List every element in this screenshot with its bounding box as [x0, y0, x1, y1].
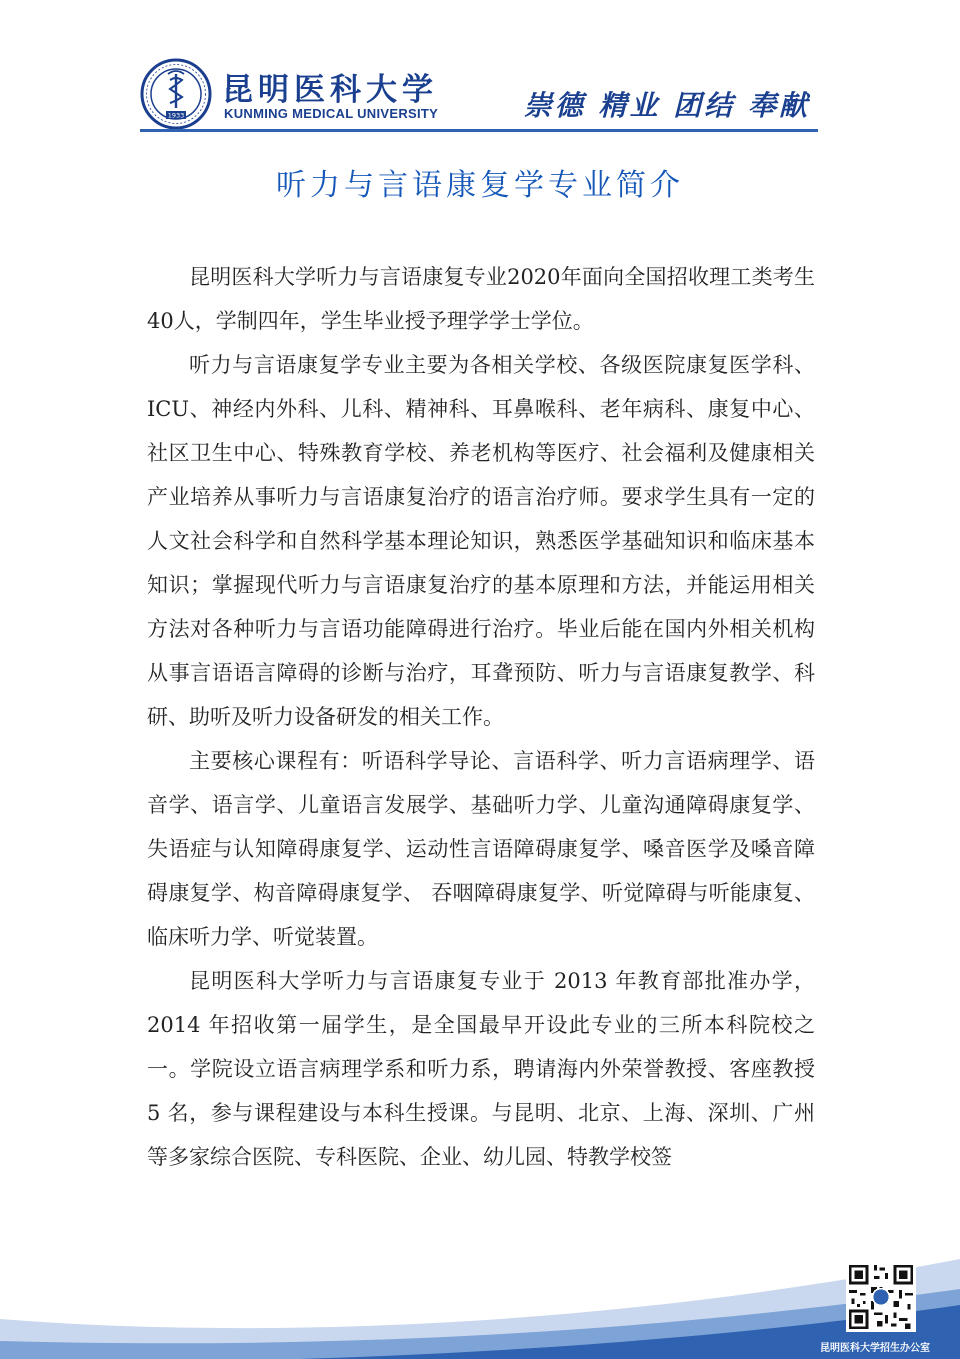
admissions-office-label: 昆明医科大学招生办公室	[820, 1343, 930, 1354]
header-divider	[140, 129, 818, 132]
footer-wave-decoration	[0, 1219, 960, 1359]
qr-code-icon	[846, 1262, 916, 1332]
paragraph-enrollment: 昆明医科大学听力与言语康复专业2020年面向全国招收理工类考生40人，学制四年，学生毕业授予理学学士学位。	[147, 265, 815, 333]
seal-year: 1933	[167, 111, 185, 120]
document-body	[147, 255, 815, 1179]
university-name-en: KUNMING MEDICAL UNIVERSITY	[224, 106, 439, 121]
letterhead	[140, 50, 820, 132]
university-name-cn: 昆明医科大学	[222, 72, 438, 108]
paragraph-history: 昆明医科大学听力与言语康复专业于 2013 年教育部批准办学，2014 年招收第一届学生，是全国最早开设此专业的三所本科院校之一。学院设立语言病理学系和听力系，聘请海内外荣誉教授、客座教授 5 名，参与课程建设与本科生授课。与昆明、北京、上海、深圳、广州等多家综合医院、专科医院、企业、幼儿园、特教学校签	[147, 969, 815, 1169]
university-motto: 崇德 精业 团结 奉献	[523, 89, 810, 122]
paragraph-training-goals: 听力与言语康复学专业主要为各相关学校、各级医院康复医学科、ICU、神经内外科、儿科、精神科、耳鼻喉科、老年病科、康复中心、社区卫生中心、特殊教育学校、养老机构等医疗、社会福利及健康相关产业培养从事听力与言语康复治疗的语言治疗师。要求学生具有一定的人文社会科学和自然科学基本理论知识，熟悉医学基础知识和临床基本知识；掌握现代听力与言语康复治疗的基本原理和方法，并能运用相关方法对各种听力与言语功能障碍进行治疗。毕业后能在国内外相关机构从事言语语言障碍的诊断与治疗，耳聋预防、听力与言语康复教学、科研、助听及听力设备研发的相关工作。	[147, 353, 815, 729]
university-seal-icon	[140, 58, 212, 130]
page-title: 听力与言语康复学专业简介	[276, 168, 684, 203]
paragraph-core-courses: 主要核心课程有：听语科学导论、言语科学、听力言语病理学、语音学、语言学、儿童语言发展学、基础听力学、儿童沟通障碍康复学、失语症与认知障碍康复学、运动性言语障碍康复学、嗓音医学及嗓音障碍康复学、构音障碍康复学、 吞咽障碍康复学、听觉障碍与听能康复、临床听力学、听觉装置。	[147, 749, 815, 949]
